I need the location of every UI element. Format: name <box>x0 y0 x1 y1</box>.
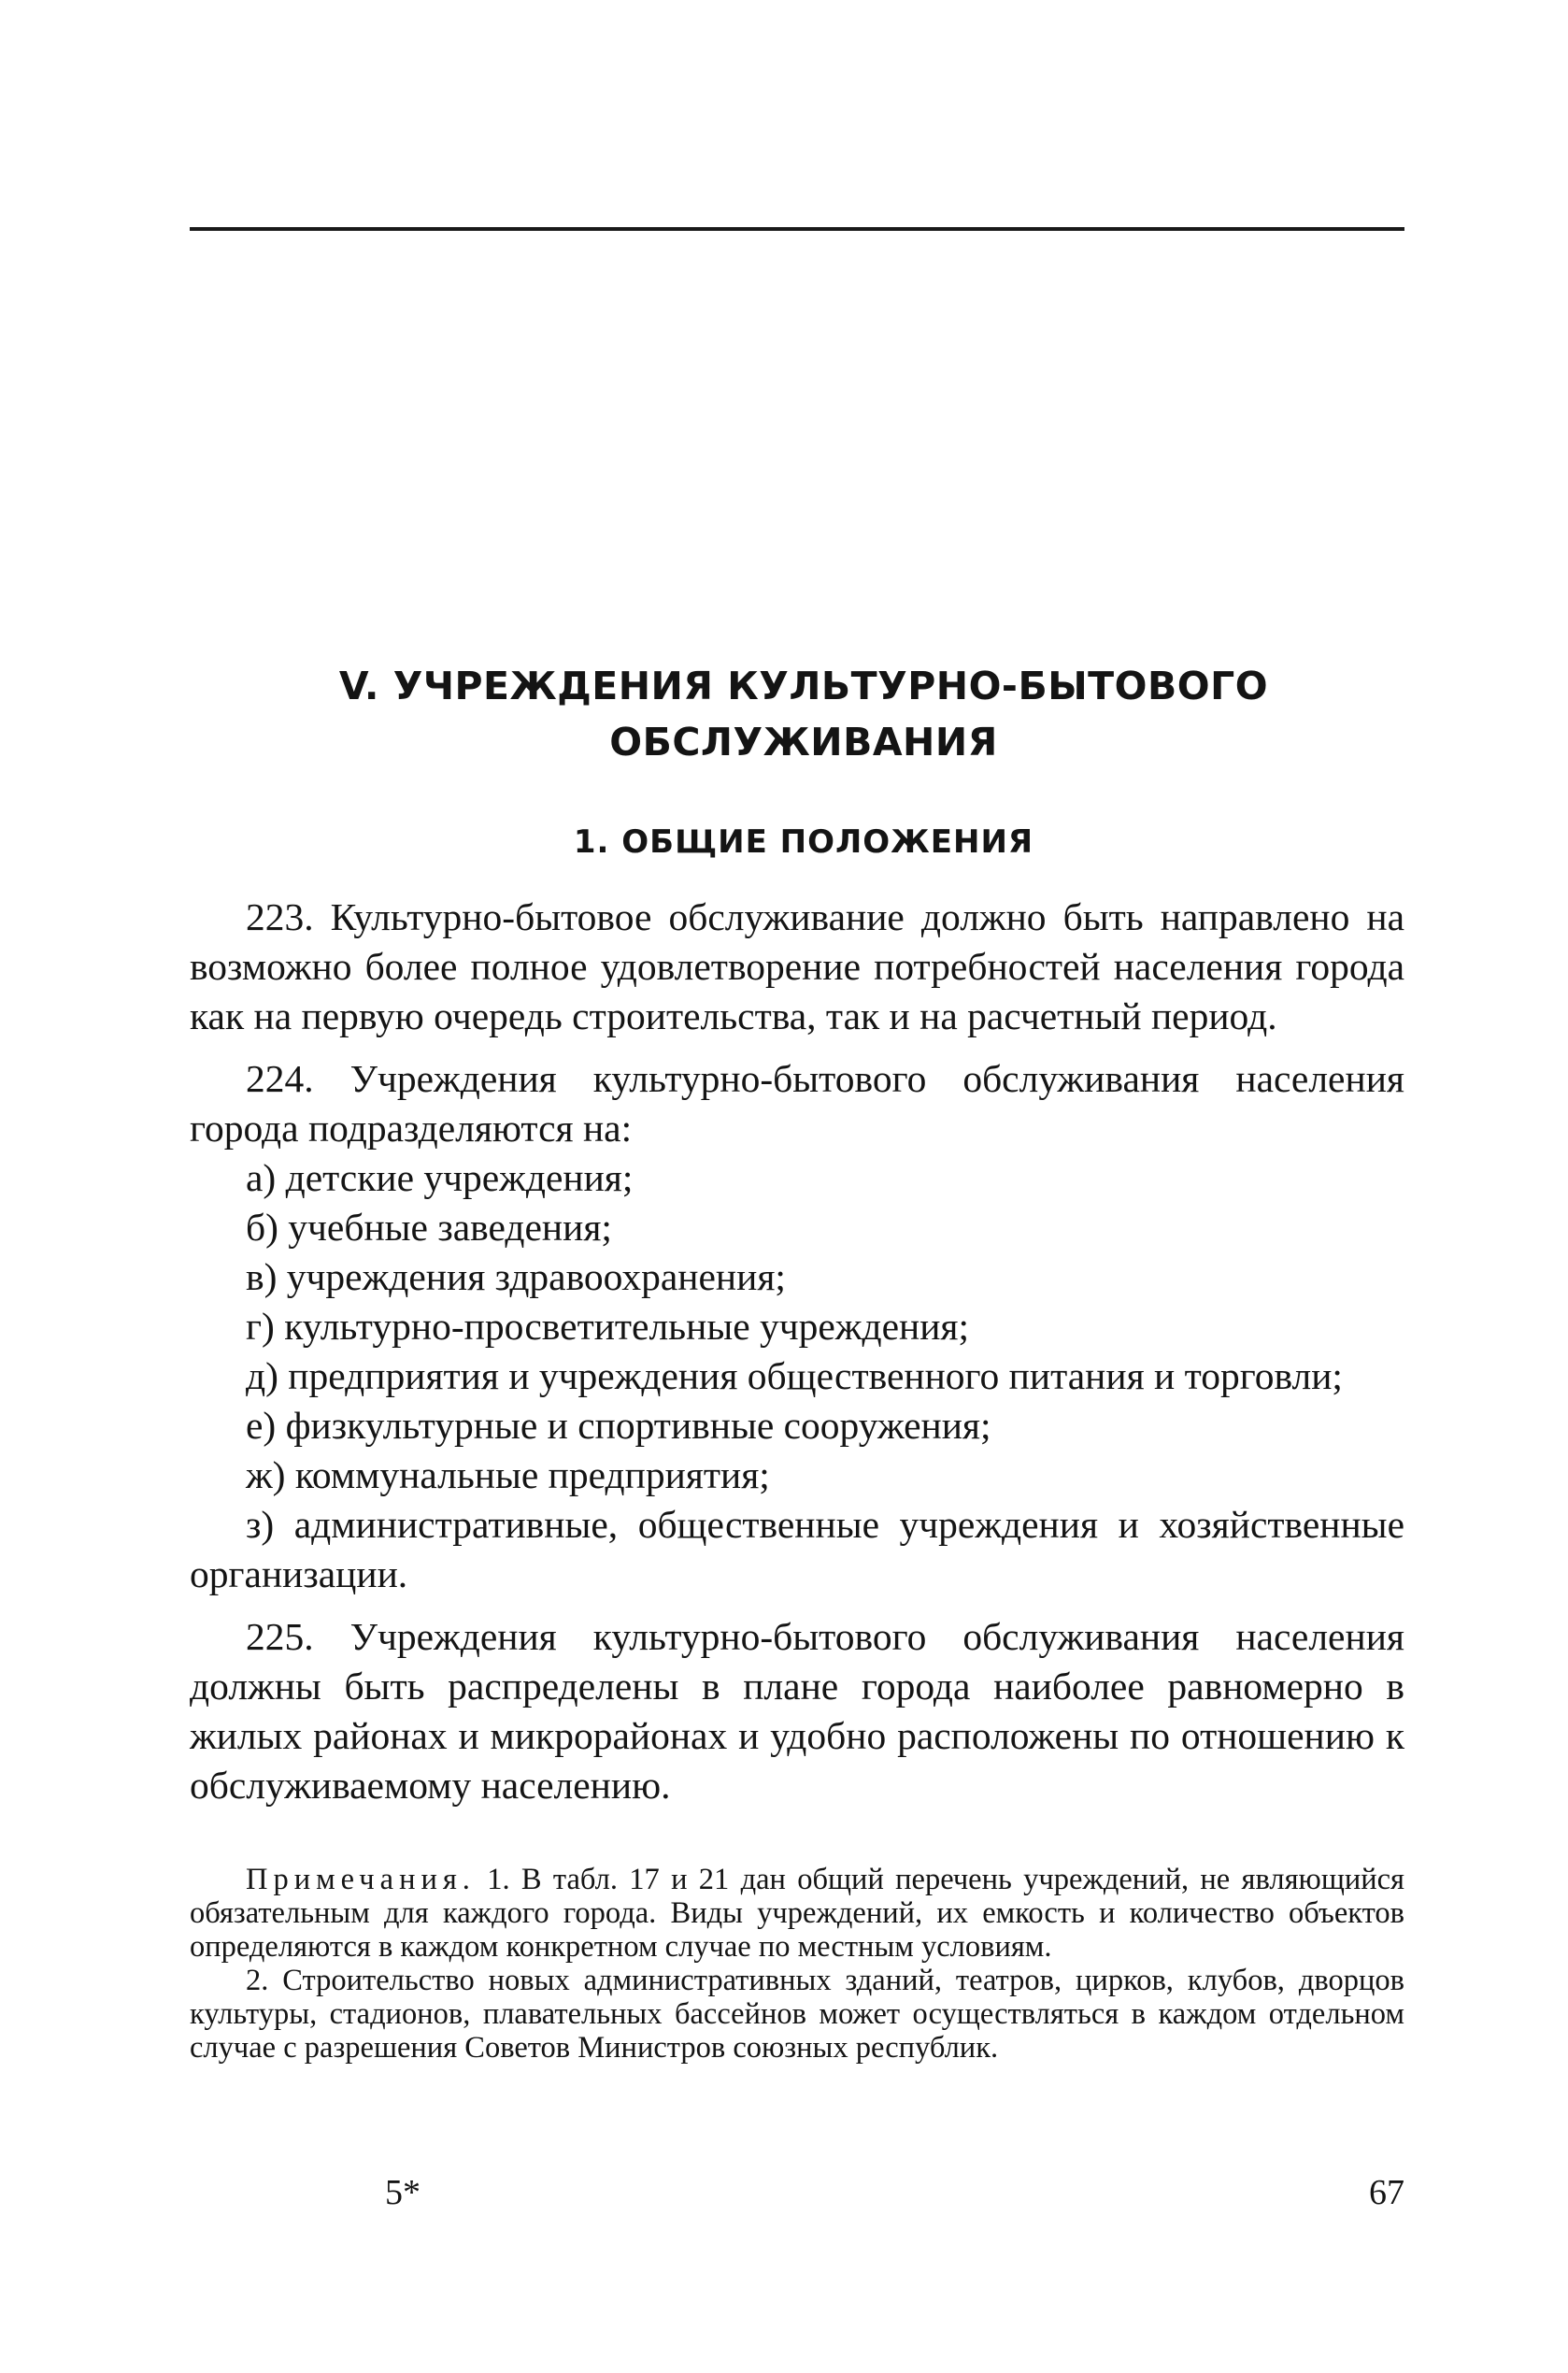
notes <box>190 1863 1404 2065</box>
institution-list <box>190 1153 1404 1599</box>
note-1 <box>190 1863 1404 1964</box>
page-number: 67 <box>1369 2173 1404 2212</box>
paragraph-223: 223. Культурно-бытовое обслуживание должно быть направлено на возможно более полное удовлетворение потребностей населения города как на первую очередь строительства, так и на расчетный период. <box>190 895 1404 1037</box>
signature-mark: 5* <box>385 2173 421 2212</box>
list-item: г) культурно-просветительные учреждения; <box>246 1305 970 1348</box>
notes-label: Примечания. <box>246 1863 476 1896</box>
list-item: б) учебные заведения; <box>246 1206 612 1249</box>
main-text <box>190 893 1404 1810</box>
paragraph-225: 225. Учреждения культурно-бытового обслуживания населения должны быть распределены в плане города наиболее равномерно в жилых районах и микрорайонах и удобно расположены по отношению к обслуживаемому населению. <box>190 1615 1404 1807</box>
chapter-title <box>234 658 1374 770</box>
top-rule <box>190 227 1404 231</box>
list-item: в) учреждения здравоохранения; <box>246 1255 786 1298</box>
list-item: а) детские учреждения; <box>246 1156 634 1199</box>
list-item: д) предприятия и учреждения общественного питания и торговли; <box>246 1354 1343 1397</box>
chapter-title-line1: V. УЧРЕЖДЕНИЯ КУЛЬТУРНО-БЫТОВОГО <box>338 664 1269 708</box>
list-item: ж) коммунальные предприятия; <box>246 1453 770 1496</box>
note-1-text: 1. В табл. 17 и 21 дан общий перечень учреждений, не являющийся обязательным для каждого города. Виды учреждений, их емкость и количество объектов определяются в каждом конкретном случае по местным условиям. <box>190 1863 1405 1964</box>
section-title: 1. ОБЩИЕ ПОЛОЖЕНИЯ <box>573 823 1034 861</box>
note-2: 2. Строительство новых административных зданий, театров, цирков, клубов, дворцов культуры, стадионов, плавательных бассейнов может осуществляться в каждом отдельном случае с разрешения Советов Министров союзных республик. <box>190 1964 1404 2065</box>
chapter-title-line2: ОБСЛУЖИВАНИЯ <box>609 720 998 765</box>
list-item: е) физкультурные и спортивные сооружения; <box>246 1404 991 1447</box>
list-item: з) административные, общественные учреждения и хозяйственные организации. <box>190 1503 1404 1595</box>
paragraph-224: 224. Учреждения культурно-бытового обслуживания населения города подразделяются на: <box>190 1057 1404 1150</box>
